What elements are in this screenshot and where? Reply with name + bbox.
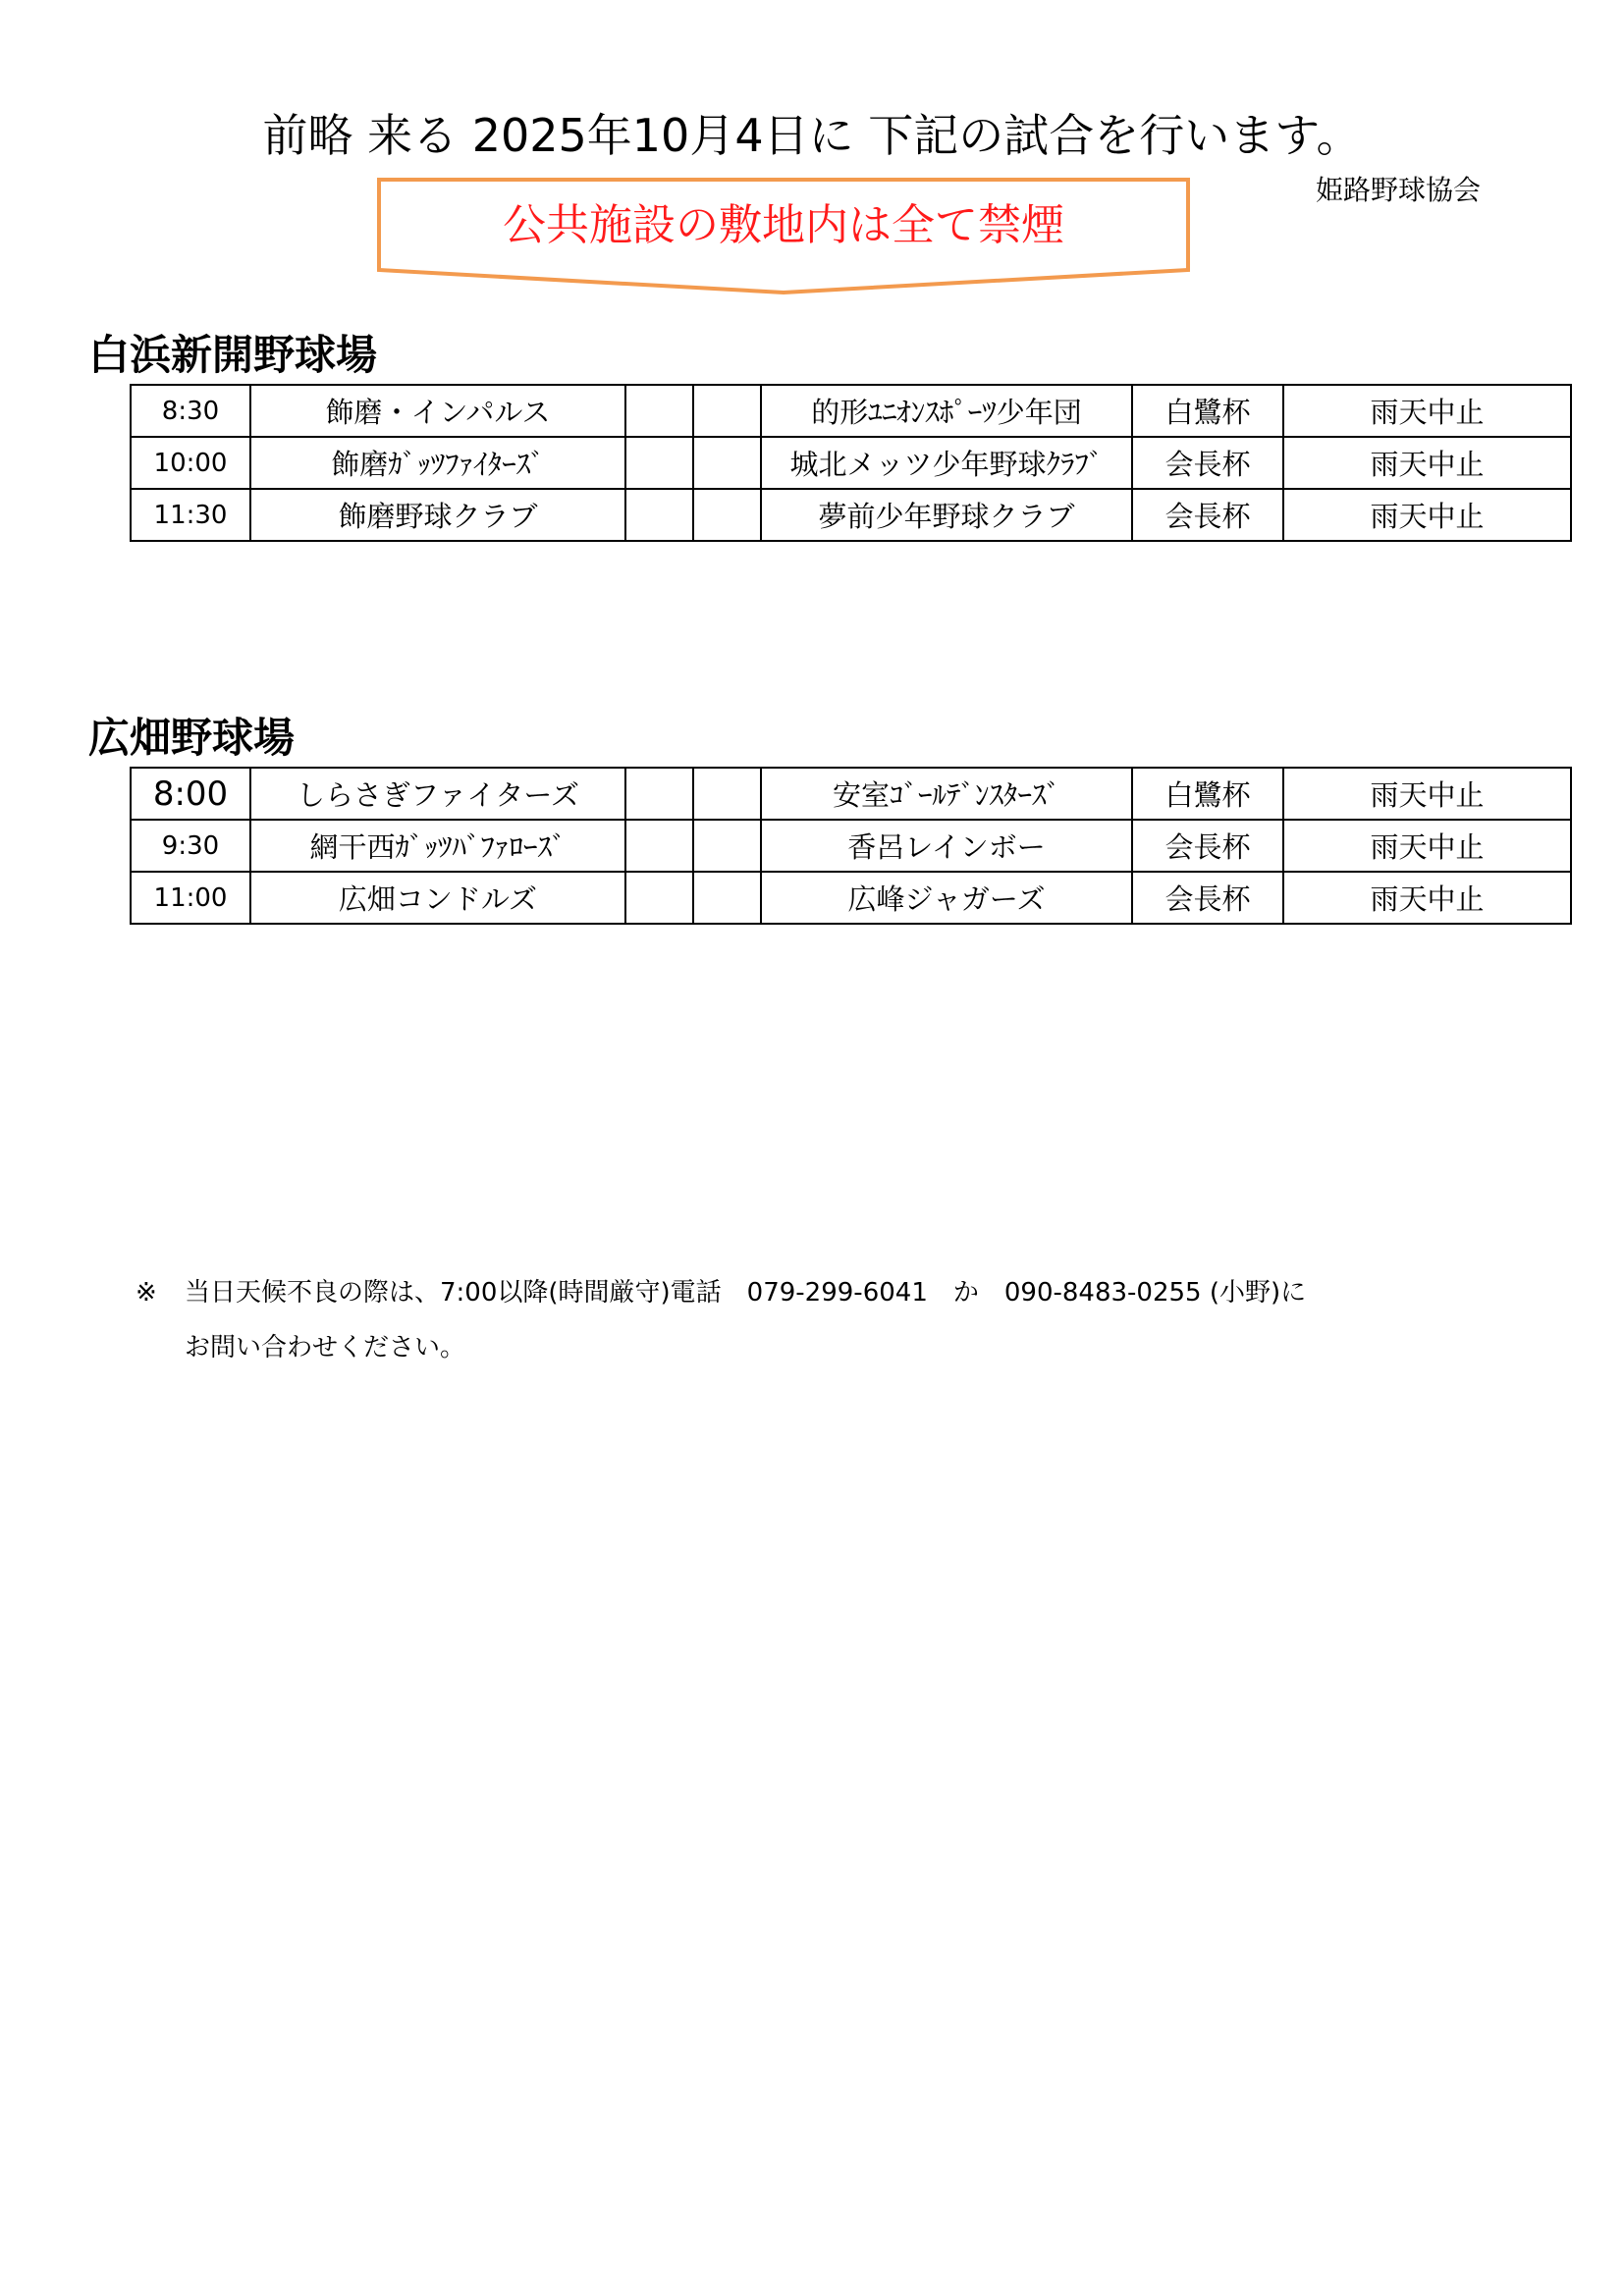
organization-name: 姫路野球協会 (1316, 174, 1482, 206)
away-team: 安室ｺﾞｰﾙﾃﾞﾝｽﾀｰｽﾞ (761, 768, 1132, 820)
table-row (131, 820, 1571, 872)
score-cell (625, 489, 693, 541)
score-cell (625, 437, 693, 489)
reference-mark: ※ (135, 1278, 157, 1308)
away-team: 城北メッツ少年野球ｸﾗﾌﾞ (761, 437, 1132, 489)
game-time: 9:30 (131, 820, 250, 872)
home-team: しらさぎファイターズ (250, 768, 625, 820)
table-row (131, 437, 1571, 489)
home-team: 飾磨・インパルス (250, 385, 625, 437)
cup-name: 白鷺杯 (1132, 385, 1283, 437)
contact-note-text: 当日天候不良の際は、7:00以降(時間厳守)電話 079-299-6041 か 090-8483-0255 (小野)に (185, 1278, 1307, 1308)
game-status: 雨天中止 (1283, 385, 1571, 437)
schedule-table-hirohata (130, 767, 1572, 925)
game-time: 8:00 (131, 768, 250, 820)
game-status: 雨天中止 (1283, 820, 1571, 872)
score-cell (693, 489, 761, 541)
score-cell (625, 872, 693, 924)
cup-name: 会長杯 (1132, 872, 1283, 924)
cup-name: 会長杯 (1132, 489, 1283, 541)
contact-note-line-1 (135, 1276, 1306, 1309)
no-smoking-banner (376, 177, 1191, 298)
score-cell (625, 820, 693, 872)
home-team: 網干西ｶﾞｯﾂﾊﾞﾌｧﾛｰｽﾞ (250, 820, 625, 872)
away-team: 夢前少年野球クラブ (761, 489, 1132, 541)
game-time: 10:00 (131, 437, 250, 489)
table-row (131, 385, 1571, 437)
banner-text: 公共施設の敷地内は全て禁煙 (503, 200, 1064, 250)
away-team: 香呂レインボー (761, 820, 1132, 872)
game-status: 雨天中止 (1283, 489, 1571, 541)
table-row (131, 872, 1571, 924)
game-status: 雨天中止 (1283, 768, 1571, 820)
score-cell (625, 768, 693, 820)
score-cell (625, 385, 693, 437)
table-row (131, 489, 1571, 541)
home-team: 飾磨ｶﾞｯﾂﾌｧｲﾀｰｽﾞ (250, 437, 625, 489)
venue-title-shirahama: 白浜新開野球場 (88, 331, 378, 379)
score-cell (693, 768, 761, 820)
game-time: 11:30 (131, 489, 250, 541)
game-time: 11:00 (131, 872, 250, 924)
away-team: 的形ﾕﾆｵﾝｽﾎﾟｰﾂ少年団 (761, 385, 1132, 437)
home-team: 飾磨野球クラブ (250, 489, 625, 541)
game-status: 雨天中止 (1283, 872, 1571, 924)
game-status: 雨天中止 (1283, 437, 1571, 489)
headline: 前略 来る 2025年10月4日に 下記の試合を行います。 (262, 109, 1362, 162)
table-row (131, 768, 1571, 820)
cup-name: 会長杯 (1132, 820, 1283, 872)
score-cell (693, 820, 761, 872)
schedule-table-shirahama (130, 384, 1572, 542)
home-team: 広畑コンドルズ (250, 872, 625, 924)
cup-name: 会長杯 (1132, 437, 1283, 489)
venue-title-hirohata: 広畑野球場 (88, 714, 296, 762)
score-cell (693, 437, 761, 489)
away-team: 広峰ジャガーズ (761, 872, 1132, 924)
score-cell (693, 872, 761, 924)
score-cell (693, 385, 761, 437)
cup-name: 白鷺杯 (1132, 768, 1283, 820)
contact-note-line-2: お問い合わせください。 (185, 1333, 466, 1362)
game-time: 8:30 (131, 385, 250, 437)
